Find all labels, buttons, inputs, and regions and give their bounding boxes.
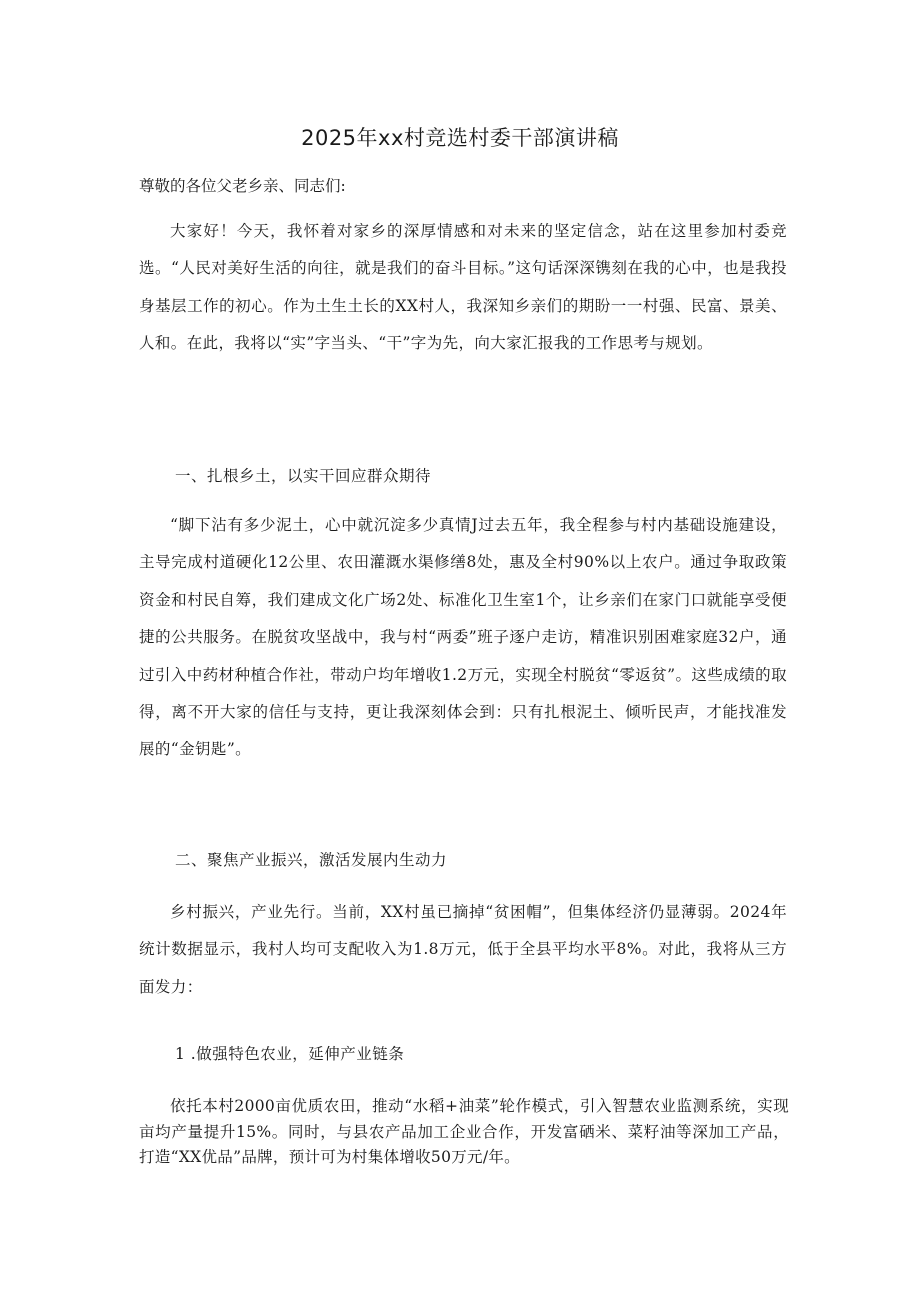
intro-paragraph: 大家好！今天，我怀着对家乡的深厚情感和对未来的坚定信念，站在这里参加村委竞选。“人民对美好生活的向往，就是我们的奋斗目标。”这句话深深镌刻在我的心中，也是我投身基层工作的初心。作为土生土长的XX村人，我深知乡亲们的期盼一一村强、民富、景美、人和。在此，我将以“实”字当头、“干”字为先，向大家汇报我的工作思考与规划。 — [139, 222, 787, 353]
subsection-1-heading: 1 .做强特色农业，延伸产业链条 — [175, 1045, 405, 1063]
section-2-paragraph: 乡村振兴，产业先行。当前，XX村虽已摘掉“贫困帽”，但集体经济仍显薄弱。2024年统计数据显示，我村人均可支配收入为1.8万元，低于全县平均水平8%。对此，我将从三方面发力： — [139, 903, 787, 996]
salutation: 尊敬的各位父老乡亲、同志们: — [139, 177, 346, 195]
section-1-heading: 一、扎根乡土，以实干回应群众期待 — [175, 467, 432, 485]
section-2-heading: 二、聚焦产业振兴，激活发展内生动力 — [175, 851, 448, 869]
document-title: 2025年xx村竞选村委干部演讲稿 — [301, 126, 619, 150]
section-1-paragraph: “脚下沾有多少泥土，心中就沉淀多少真情J过去五年，我全程参与村内基础设施建设，主导完成村道硬化12公里、农田灌溉水渠修缮8处，惠及全村90%以上农户。通过争取政策资金和村民自筹，我们建成文化广场2处、标准化卫生室1个，让乡亲们在家门口就能享受便捷的公共服务。在脱贫攻坚战中，我与村“两委”班子逐户走访，精准识别困难家庭32户，通过引入中药材种植合作社，带动户均年增收1.2万元，实现全村脱贫“零返贫”。这些成绩的取得，离不开大家的信任与支持，更让我深刻体会到：只有扎根泥土、倾听民声，才能找准发展的“金钥匙”。 — [139, 516, 787, 759]
subsection-1-paragraph: 依托本村2000亩优质农田，推动“水稻+油菜”轮作模式，引入智慧农业监测系统，实现亩均产量提升15%。同时，与县农产品加工企业合作，开发富硒米、菜籽油等深加工产品，打造“XX优品”品牌，预计可为村集体增收50万元/年。 — [139, 1097, 789, 1166]
